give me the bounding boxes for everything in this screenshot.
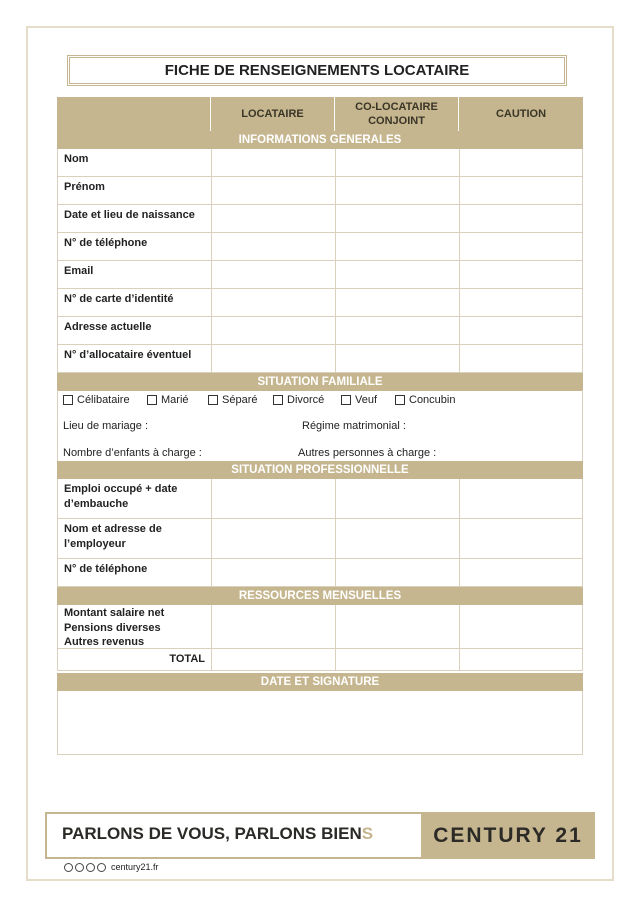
ressource-label: Montant salaire net xyxy=(64,607,165,619)
total-input-cell[interactable] xyxy=(459,649,583,671)
input-cell-colocataire[interactable] xyxy=(335,289,459,317)
slogan-end: S xyxy=(361,824,374,843)
regime-matrimonial-label: Régime matrimonial : xyxy=(302,420,406,432)
checkbox-label: Concubin xyxy=(409,394,456,406)
total-label: TOTAL xyxy=(57,649,211,671)
input-cell-locataire[interactable] xyxy=(211,205,335,233)
section-ressources-mensuelles: RESSOURCES MENSUELLES xyxy=(57,587,583,605)
input-cell-locataire[interactable] xyxy=(211,289,335,317)
ressource-label: Pensions diverses xyxy=(64,621,161,634)
checkbox-concubin[interactable] xyxy=(395,393,455,407)
header-colocataire: CO-LOCATAIRE CONJOINT xyxy=(335,97,459,131)
input-cell-caution[interactable] xyxy=(459,149,583,177)
instagram-icon[interactable] xyxy=(86,863,95,872)
row-label: Nom et adresse de l’employeur xyxy=(57,519,211,559)
input-cell-caution[interactable] xyxy=(459,205,583,233)
input-cell-caution[interactable] xyxy=(459,519,583,559)
ressource-input-cell[interactable] xyxy=(335,605,459,649)
input-cell-locataire[interactable] xyxy=(211,479,335,519)
header-caution: CAUTION xyxy=(459,97,583,131)
row-label: Adresse actuelle xyxy=(57,317,211,345)
input-cell-colocataire[interactable] xyxy=(335,317,459,345)
input-cell-colocataire[interactable] xyxy=(335,345,459,373)
row-label: N° de téléphone xyxy=(57,233,211,261)
twitter-icon[interactable] xyxy=(75,863,84,872)
ressource-input-cell[interactable] xyxy=(211,605,335,649)
input-cell-caution[interactable] xyxy=(459,559,583,587)
row-label: Nom xyxy=(57,149,211,177)
pinterest-icon[interactable] xyxy=(97,863,106,872)
checkbox-célibataire[interactable] xyxy=(63,393,130,407)
input-cell-caution[interactable] xyxy=(459,345,583,373)
section-situation-professionnelle: SITUATION PROFESSIONNELLE xyxy=(57,461,583,479)
checkbox-divorcé[interactable] xyxy=(273,393,324,407)
section-date-signature: DATE ET SIGNATURE xyxy=(57,673,583,691)
row-label: N° de carte d’identité xyxy=(57,289,211,317)
century21-logo: CENTURY 21 xyxy=(421,812,595,859)
checkbox-label: Séparé xyxy=(222,394,258,406)
row-label: N° de téléphone xyxy=(57,559,211,587)
checkbox-label: Marié xyxy=(161,394,189,406)
input-cell-colocataire[interactable] xyxy=(335,205,459,233)
input-cell-colocataire[interactable] xyxy=(335,479,459,519)
input-cell-colocataire[interactable] xyxy=(335,519,459,559)
ressources-labels xyxy=(57,605,211,649)
autres-personnes-label: Autres personnes à charge : xyxy=(298,447,437,459)
input-cell-colocataire[interactable] xyxy=(335,559,459,587)
checkbox-séparé[interactable] xyxy=(208,393,257,407)
checkbox-veuf[interactable] xyxy=(341,393,377,407)
checkbox-square-icon[interactable] xyxy=(395,395,405,405)
checkbox-label: Divorcé xyxy=(287,394,325,406)
ressource-label: Autres revenus xyxy=(64,636,145,648)
slogan-text: PARLONS DE VOUS, PARLONS BIEN xyxy=(62,824,362,843)
checkbox-square-icon[interactable] xyxy=(63,395,73,405)
header-locataire: LOCATAIRE xyxy=(211,97,335,131)
nombre-enfants-label: Nombre d’enfants à charge : xyxy=(63,447,202,459)
input-cell-caution[interactable] xyxy=(459,177,583,205)
row-label: Prénom xyxy=(57,177,211,205)
input-cell-locataire[interactable] xyxy=(211,233,335,261)
input-cell-caution[interactable] xyxy=(459,479,583,519)
checkbox-label: Célibataire xyxy=(77,394,130,406)
row-label: Email xyxy=(57,261,211,289)
total-input-cell[interactable] xyxy=(335,649,459,671)
ressource-input-cell[interactable] xyxy=(459,605,583,649)
checkbox-label: Veuf xyxy=(355,394,378,406)
input-cell-locataire[interactable] xyxy=(211,519,335,559)
section-situation-familiale: SITUATION FAMILIALE xyxy=(57,373,583,391)
footer-links xyxy=(64,862,159,872)
input-cell-colocataire[interactable] xyxy=(335,149,459,177)
input-cell-caution[interactable] xyxy=(459,233,583,261)
checkbox-square-icon[interactable] xyxy=(208,395,218,405)
header-empty xyxy=(57,97,211,131)
checkbox-square-icon[interactable] xyxy=(341,395,351,405)
row-label: N° d’allocataire éventuel xyxy=(57,345,211,373)
section-informations-generales: INFORMATIONS GENERALES xyxy=(57,131,583,149)
input-cell-colocataire[interactable] xyxy=(335,177,459,205)
row-label: Emploi occupé + date d’embauche xyxy=(57,479,211,519)
input-cell-colocataire[interactable] xyxy=(335,233,459,261)
website-link[interactable]: century21.fr xyxy=(111,862,159,872)
input-cell-locataire[interactable] xyxy=(211,261,335,289)
signature-area[interactable] xyxy=(57,691,583,755)
page-title: FICHE DE RENSEIGNEMENTS LOCATAIRE xyxy=(67,55,567,86)
input-cell-caution[interactable] xyxy=(459,317,583,345)
facebook-icon[interactable] xyxy=(64,863,73,872)
checkbox-square-icon[interactable] xyxy=(273,395,283,405)
input-cell-locataire[interactable] xyxy=(211,559,335,587)
input-cell-locataire[interactable] xyxy=(211,177,335,205)
footer-slogan xyxy=(62,824,373,844)
total-input-cell[interactable] xyxy=(211,649,335,671)
input-cell-colocataire[interactable] xyxy=(335,261,459,289)
input-cell-caution[interactable] xyxy=(459,261,583,289)
input-cell-caution[interactable] xyxy=(459,289,583,317)
input-cell-locataire[interactable] xyxy=(211,345,335,373)
row-label: Date et lieu de naissance xyxy=(57,205,211,233)
input-cell-locataire[interactable] xyxy=(211,317,335,345)
lieu-mariage-label: Lieu de mariage : xyxy=(63,420,148,432)
input-cell-locataire[interactable] xyxy=(211,149,335,177)
checkbox-square-icon[interactable] xyxy=(147,395,157,405)
checkbox-marié[interactable] xyxy=(147,393,189,407)
